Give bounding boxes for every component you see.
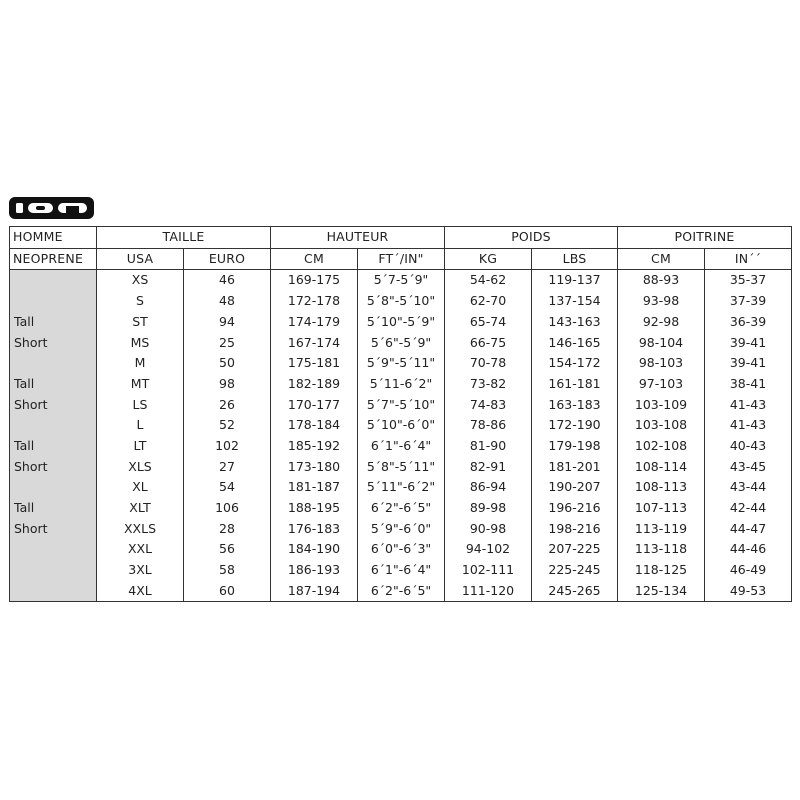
- kg-cell: 78-86: [445, 415, 532, 436]
- kg-cell: 66-75: [445, 332, 532, 353]
- variant-cell: [10, 477, 97, 498]
- kg-cell: 70-78: [445, 353, 532, 374]
- euro-cell: 58: [184, 560, 271, 581]
- variant-cell: [10, 353, 97, 374]
- table-row: [10, 291, 792, 312]
- table-row: [10, 312, 792, 333]
- lbs-cell: 172-190: [532, 415, 618, 436]
- chest-in-cell: 44-46: [705, 539, 792, 560]
- height-ftin-cell: 5´8"-5´11": [358, 457, 445, 478]
- lbs-cell: 190-207: [532, 477, 618, 498]
- chest-in-cell: 41-43: [705, 395, 792, 416]
- kg-cell: 73-82: [445, 374, 532, 395]
- table-row: [10, 477, 792, 498]
- variant-cell: Tall: [10, 374, 97, 395]
- kg-cell: 62-70: [445, 291, 532, 312]
- euro-cell: 102: [184, 436, 271, 457]
- lbs-cell: 137-154: [532, 291, 618, 312]
- kg-cell: 74-83: [445, 395, 532, 416]
- variant-cell: Short: [10, 332, 97, 353]
- chest-cm-cell: 103-108: [618, 415, 705, 436]
- chest-in-cell: 46-49: [705, 560, 792, 581]
- lbs-cell: 143-163: [532, 312, 618, 333]
- chest-in-cell: 43-45: [705, 457, 792, 478]
- usa-cell: 4XL: [97, 581, 184, 602]
- euro-cell: 50: [184, 353, 271, 374]
- variant-cell: Tall: [10, 498, 97, 519]
- euro-cell: 60: [184, 581, 271, 602]
- usa-cell: MS: [97, 332, 184, 353]
- table-row: [10, 457, 792, 478]
- usa-cell: L: [97, 415, 184, 436]
- euro-cell: 48: [184, 291, 271, 312]
- height-ftin-cell: 5´11"-6´2": [358, 477, 445, 498]
- usa-cell: XL: [97, 477, 184, 498]
- kg-cell: 111-120: [445, 581, 532, 602]
- euro-cell: 54: [184, 477, 271, 498]
- euro-cell: 98: [184, 374, 271, 395]
- euro-cell: 106: [184, 498, 271, 519]
- variant-cell: Short: [10, 395, 97, 416]
- height-ftin-cell: 6´2"-6´5": [358, 498, 445, 519]
- lbs-cell: 181-201: [532, 457, 618, 478]
- variant-cell: [10, 291, 97, 312]
- height-cm-cell: 172-178: [271, 291, 358, 312]
- header-poitrine: POITRINE: [618, 227, 792, 249]
- table-row: [10, 519, 792, 540]
- chest-cm-cell: 97-103: [618, 374, 705, 395]
- header-lbs: LBS: [532, 248, 618, 270]
- header-chest-in: IN´´: [705, 248, 792, 270]
- height-cm-cell: 174-179: [271, 312, 358, 333]
- header-chest-cm: CM: [618, 248, 705, 270]
- usa-cell: XXL: [97, 539, 184, 560]
- chest-cm-cell: 102-108: [618, 436, 705, 457]
- header-height-cm: CM: [271, 248, 358, 270]
- lbs-cell: 179-198: [532, 436, 618, 457]
- variant-cell: [10, 539, 97, 560]
- lbs-cell: 245-265: [532, 581, 618, 602]
- table-row: [10, 498, 792, 519]
- lbs-cell: 146-165: [532, 332, 618, 353]
- header-kg: KG: [445, 248, 532, 270]
- usa-cell: XLT: [97, 498, 184, 519]
- table-row: [10, 415, 792, 436]
- usa-cell: M: [97, 353, 184, 374]
- height-cm-cell: 175-181: [271, 353, 358, 374]
- height-cm-cell: 188-195: [271, 498, 358, 519]
- kg-cell: 90-98: [445, 519, 532, 540]
- euro-cell: 28: [184, 519, 271, 540]
- chest-in-cell: 35-37: [705, 270, 792, 291]
- variant-cell: [10, 270, 97, 291]
- size-chart-table: [9, 226, 792, 602]
- euro-cell: 94: [184, 312, 271, 333]
- header-hauteur: HAUTEUR: [271, 227, 445, 249]
- height-cm-cell: 167-174: [271, 332, 358, 353]
- chest-in-cell: 39-41: [705, 332, 792, 353]
- chest-cm-cell: 103-109: [618, 395, 705, 416]
- table-row: [10, 374, 792, 395]
- group-header-row: [10, 227, 792, 249]
- header-usa: USA: [97, 248, 184, 270]
- chest-cm-cell: 108-113: [618, 477, 705, 498]
- chest-cm-cell: 113-118: [618, 539, 705, 560]
- variant-cell: [10, 560, 97, 581]
- height-ftin-cell: 5´10"-5´9": [358, 312, 445, 333]
- height-ftin-cell: 5´7"-5´10": [358, 395, 445, 416]
- lbs-cell: 161-181: [532, 374, 618, 395]
- height-cm-cell: 182-189: [271, 374, 358, 395]
- height-ftin-cell: 6´1"-6´4": [358, 436, 445, 457]
- height-cm-cell: 170-177: [271, 395, 358, 416]
- lbs-cell: 154-172: [532, 353, 618, 374]
- table-row: [10, 395, 792, 416]
- chest-cm-cell: 125-134: [618, 581, 705, 602]
- kg-cell: 65-74: [445, 312, 532, 333]
- height-cm-cell: 178-184: [271, 415, 358, 436]
- lbs-cell: 196-216: [532, 498, 618, 519]
- height-cm-cell: 181-187: [271, 477, 358, 498]
- chest-cm-cell: 113-119: [618, 519, 705, 540]
- chest-cm-cell: 118-125: [618, 560, 705, 581]
- chest-cm-cell: 107-113: [618, 498, 705, 519]
- height-ftin-cell: 5´10"-6´0": [358, 415, 445, 436]
- euro-cell: 46: [184, 270, 271, 291]
- table-row: [10, 539, 792, 560]
- header-height-ftin: FT´/IN": [358, 248, 445, 270]
- euro-cell: 52: [184, 415, 271, 436]
- height-cm-cell: 169-175: [271, 270, 358, 291]
- chest-in-cell: 36-39: [705, 312, 792, 333]
- header-euro: EURO: [184, 248, 271, 270]
- chest-in-cell: 49-53: [705, 581, 792, 602]
- lbs-cell: 198-216: [532, 519, 618, 540]
- kg-cell: 54-62: [445, 270, 532, 291]
- size-rows: [10, 270, 792, 602]
- chest-cm-cell: 92-98: [618, 312, 705, 333]
- table-row: [10, 270, 792, 291]
- height-cm-cell: 186-193: [271, 560, 358, 581]
- header-neoprene: NEOPRENE: [10, 248, 97, 270]
- variant-cell: [10, 581, 97, 602]
- variant-cell: Tall: [10, 312, 97, 333]
- usa-cell: MT: [97, 374, 184, 395]
- table-row: [10, 436, 792, 457]
- chest-in-cell: 44-47: [705, 519, 792, 540]
- height-cm-cell: 187-194: [271, 581, 358, 602]
- height-ftin-cell: 6´0"-6´3": [358, 539, 445, 560]
- kg-cell: 94-102: [445, 539, 532, 560]
- chest-in-cell: 39-41: [705, 353, 792, 374]
- ion-logo: [9, 197, 94, 219]
- chest-in-cell: 43-44: [705, 477, 792, 498]
- header-homme: HOMME: [10, 227, 97, 249]
- column-header-row: [10, 248, 792, 270]
- kg-cell: 89-98: [445, 498, 532, 519]
- chest-cm-cell: 93-98: [618, 291, 705, 312]
- usa-cell: XLS: [97, 457, 184, 478]
- height-ftin-cell: 5´9"-6´0": [358, 519, 445, 540]
- variant-cell: Short: [10, 519, 97, 540]
- chest-cm-cell: 108-114: [618, 457, 705, 478]
- usa-cell: XXLS: [97, 519, 184, 540]
- lbs-cell: 207-225: [532, 539, 618, 560]
- height-ftin-cell: 5´9"-5´11": [358, 353, 445, 374]
- header-taille: TAILLE: [97, 227, 271, 249]
- variant-cell: Short: [10, 457, 97, 478]
- usa-cell: LS: [97, 395, 184, 416]
- height-cm-cell: 185-192: [271, 436, 358, 457]
- euro-cell: 25: [184, 332, 271, 353]
- lbs-cell: 225-245: [532, 560, 618, 581]
- euro-cell: 26: [184, 395, 271, 416]
- chest-cm-cell: 98-104: [618, 332, 705, 353]
- height-ftin-cell: 5´11-6´2": [358, 374, 445, 395]
- usa-cell: XS: [97, 270, 184, 291]
- lbs-cell: 119-137: [532, 270, 618, 291]
- chest-cm-cell: 98-103: [618, 353, 705, 374]
- height-cm-cell: 173-180: [271, 457, 358, 478]
- kg-cell: 86-94: [445, 477, 532, 498]
- usa-cell: S: [97, 291, 184, 312]
- height-cm-cell: 176-183: [271, 519, 358, 540]
- lbs-cell: 163-183: [532, 395, 618, 416]
- kg-cell: 81-90: [445, 436, 532, 457]
- chest-in-cell: 42-44: [705, 498, 792, 519]
- height-ftin-cell: 6´2"-6´5": [358, 581, 445, 602]
- height-ftin-cell: 5´7-5´9": [358, 270, 445, 291]
- usa-cell: ST: [97, 312, 184, 333]
- chest-in-cell: 38-41: [705, 374, 792, 395]
- table-row: [10, 581, 792, 602]
- kg-cell: 102-111: [445, 560, 532, 581]
- kg-cell: 82-91: [445, 457, 532, 478]
- euro-cell: 56: [184, 539, 271, 560]
- height-ftin-cell: 5´6"-5´9": [358, 332, 445, 353]
- usa-cell: LT: [97, 436, 184, 457]
- usa-cell: 3XL: [97, 560, 184, 581]
- table-row: [10, 560, 792, 581]
- variant-cell: [10, 415, 97, 436]
- chest-in-cell: 41-43: [705, 415, 792, 436]
- table-row: [10, 332, 792, 353]
- chest-cm-cell: 88-93: [618, 270, 705, 291]
- variant-cell: Tall: [10, 436, 97, 457]
- height-cm-cell: 184-190: [271, 539, 358, 560]
- chest-in-cell: 37-39: [705, 291, 792, 312]
- chest-in-cell: 40-43: [705, 436, 792, 457]
- euro-cell: 27: [184, 457, 271, 478]
- height-ftin-cell: 6´1"-6´4": [358, 560, 445, 581]
- header-poids: POIDS: [445, 227, 618, 249]
- height-ftin-cell: 5´8"-5´10": [358, 291, 445, 312]
- table-row: [10, 353, 792, 374]
